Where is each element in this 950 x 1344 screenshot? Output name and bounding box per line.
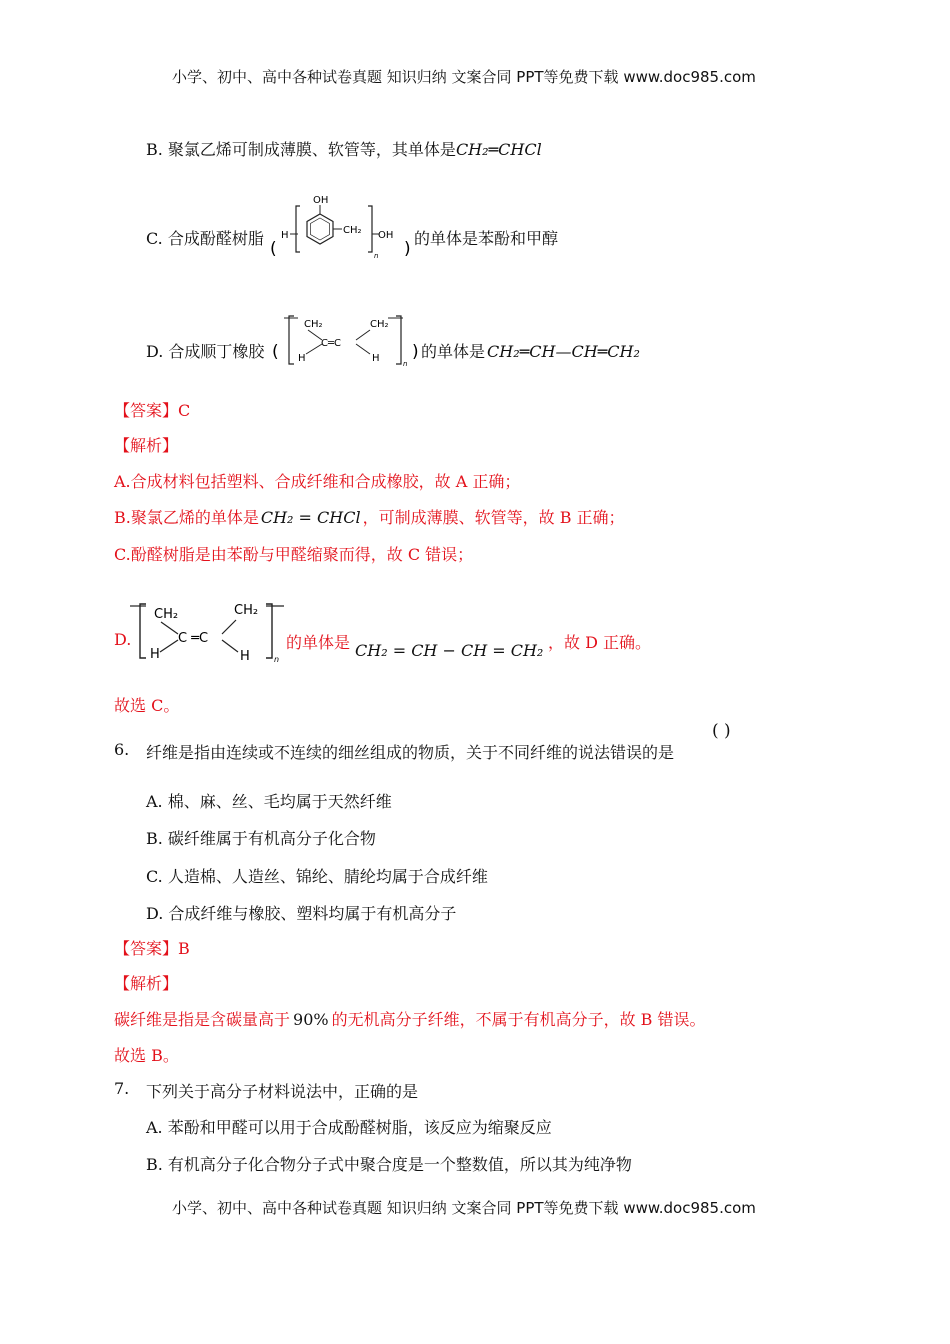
q6-option-a: A. 棉、麻、丝、毛均属于天然纤维 xyxy=(146,792,392,811)
q5-exp-b-pre: B.聚氯乙烯的单体是 xyxy=(114,508,259,527)
q5-exp-d-post: ，故 D 正确。 xyxy=(548,633,652,652)
q6-option-b: B. 碳纤维属于有机高分子化合物 xyxy=(146,829,376,848)
cis-polybutadiene-structure xyxy=(272,310,422,370)
exp-d-structure xyxy=(128,596,288,666)
phenolic-resin-structure xyxy=(270,192,415,264)
struct-d-h-right: H xyxy=(372,353,380,364)
bracket-right xyxy=(368,206,372,252)
q5-analysis-label: 【解析】 xyxy=(114,436,179,455)
q5-option-d-text: D. 合成顺丁橡胶 xyxy=(146,342,265,361)
bracket-right-exp xyxy=(266,604,272,658)
q5-option-d-tail xyxy=(421,339,640,362)
q6-exp-pre: 碳纤维是指是含碳量高于 xyxy=(114,1010,291,1029)
q6-choose: 故选 B。 xyxy=(114,1046,179,1065)
struct-n: n xyxy=(374,252,379,260)
q6-answer: 【答案】B xyxy=(114,939,190,958)
struct-oh-right: OH xyxy=(378,230,394,241)
q6-number: 6. xyxy=(114,740,130,759)
exp-d-h-left: H xyxy=(150,647,160,662)
bracket-left xyxy=(296,206,300,252)
bracket-left-exp xyxy=(140,604,146,658)
page-footer: 小学、初中、高中各种试卷真题 知识归纳 文案合同 PPT等免费下载 www.doc985.com xyxy=(172,1199,756,1217)
bracket-right-d xyxy=(396,316,401,364)
q6-exp-pct: 90% xyxy=(293,1010,329,1029)
q5-option-b-text: B. 聚氯乙烯可制成薄膜、软管等，其单体是 xyxy=(146,140,456,159)
q5-answer: 【答案】C xyxy=(114,401,191,420)
paren-open-d: ( xyxy=(272,342,279,362)
exp-d-ch2-right: CH₂ xyxy=(234,603,259,618)
exp-d-cc: C ═C xyxy=(178,631,209,646)
q5-exp-b-formula: CH₂ = CHCl xyxy=(260,508,361,527)
q6-explanation xyxy=(114,1007,706,1030)
q5-explanation-c: C.酚醛树脂是由苯酚与甲醛缩聚而得，故 C 错误； xyxy=(114,545,474,564)
q5-option-b-formula: CH₂═CHCl xyxy=(455,140,542,159)
q5-explanation-b xyxy=(114,505,625,528)
exp-d-h-right: H xyxy=(240,649,250,664)
q5-option-c-tail: 的单体是苯酚和甲醇 xyxy=(414,229,559,248)
q5-option-b xyxy=(146,137,542,160)
q5-option-c-text: C. 合成酚醛树脂 xyxy=(146,229,264,248)
q5-exp-d-mid: 的单体是 xyxy=(286,633,351,652)
q7-option-b: B. 有机高分子化合物分子式中聚合度是一个整数值，所以其为纯净物 xyxy=(146,1155,632,1174)
page-header: 小学、初中、高中各种试卷真题 知识归纳 文案合同 PPT等免费下载 www.doc985.com xyxy=(172,68,756,86)
q5-exp-b-post: ，可制成薄膜、软管等，故 B 正确； xyxy=(362,508,625,527)
q6-exp-post: 的无机高分子纤维，不属于有机高分子，故 B 错误。 xyxy=(331,1010,706,1029)
q7-number: 7. xyxy=(114,1079,130,1098)
paren-open: ( xyxy=(270,239,277,259)
q5-option-d-formula: CH₂═CH—CH═CH₂ xyxy=(487,342,640,361)
struct-d-ch2-right: CH₂ xyxy=(370,319,389,330)
q7-stem: 下列关于高分子材料说法中，正确的是 xyxy=(146,1082,419,1101)
paren-close-d: ) xyxy=(412,342,419,362)
benzene-ring xyxy=(307,214,333,244)
struct-d-h-left: H xyxy=(298,353,306,364)
struct-h-left: H xyxy=(281,230,289,241)
q6-analysis-label: 【解析】 xyxy=(114,974,179,993)
struct-ch2: CH₂ xyxy=(343,225,362,236)
exp-d-n: n xyxy=(274,655,280,664)
struct-d-ch2-left: CH₂ xyxy=(304,319,323,330)
bracket-left-d xyxy=(289,316,294,364)
exp-d-ch2-left: CH₂ xyxy=(154,607,179,622)
q6-stem: 纤维是指由连续或不连续的细丝组成的物质，关于不同纤维的说法错误的是 xyxy=(146,743,675,762)
q5-explanation-a: A.合成材料包括塑料、合成纤维和合成橡胶，故 A 正确； xyxy=(114,472,521,491)
q5-choose: 故选 C。 xyxy=(114,696,180,715)
q7-option-a: A. 苯酚和甲醛可以用于合成酚醛树脂，该反应为缩聚反应 xyxy=(146,1118,552,1137)
q5-exp-d-pre: D. xyxy=(114,630,132,649)
q6-option-d: D. 合成纤维与橡胶、塑料均属于有机高分子 xyxy=(146,904,457,923)
q6-option-c: C. 人造棉、人造丝、锦纶、腈纶均属于合成纤维 xyxy=(146,867,488,886)
struct-oh-top: OH xyxy=(313,195,329,206)
q5-exp-d-formula: CH₂ = CH − CH = CH₂ xyxy=(355,641,544,660)
struct-d-cc: C═C xyxy=(321,338,341,349)
q6-answer-blank: ( ) xyxy=(712,721,731,741)
paren-close: ) xyxy=(404,239,411,259)
q5-option-d-tail-text: 的单体是 xyxy=(421,342,486,361)
struct-d-n: n xyxy=(403,360,408,368)
